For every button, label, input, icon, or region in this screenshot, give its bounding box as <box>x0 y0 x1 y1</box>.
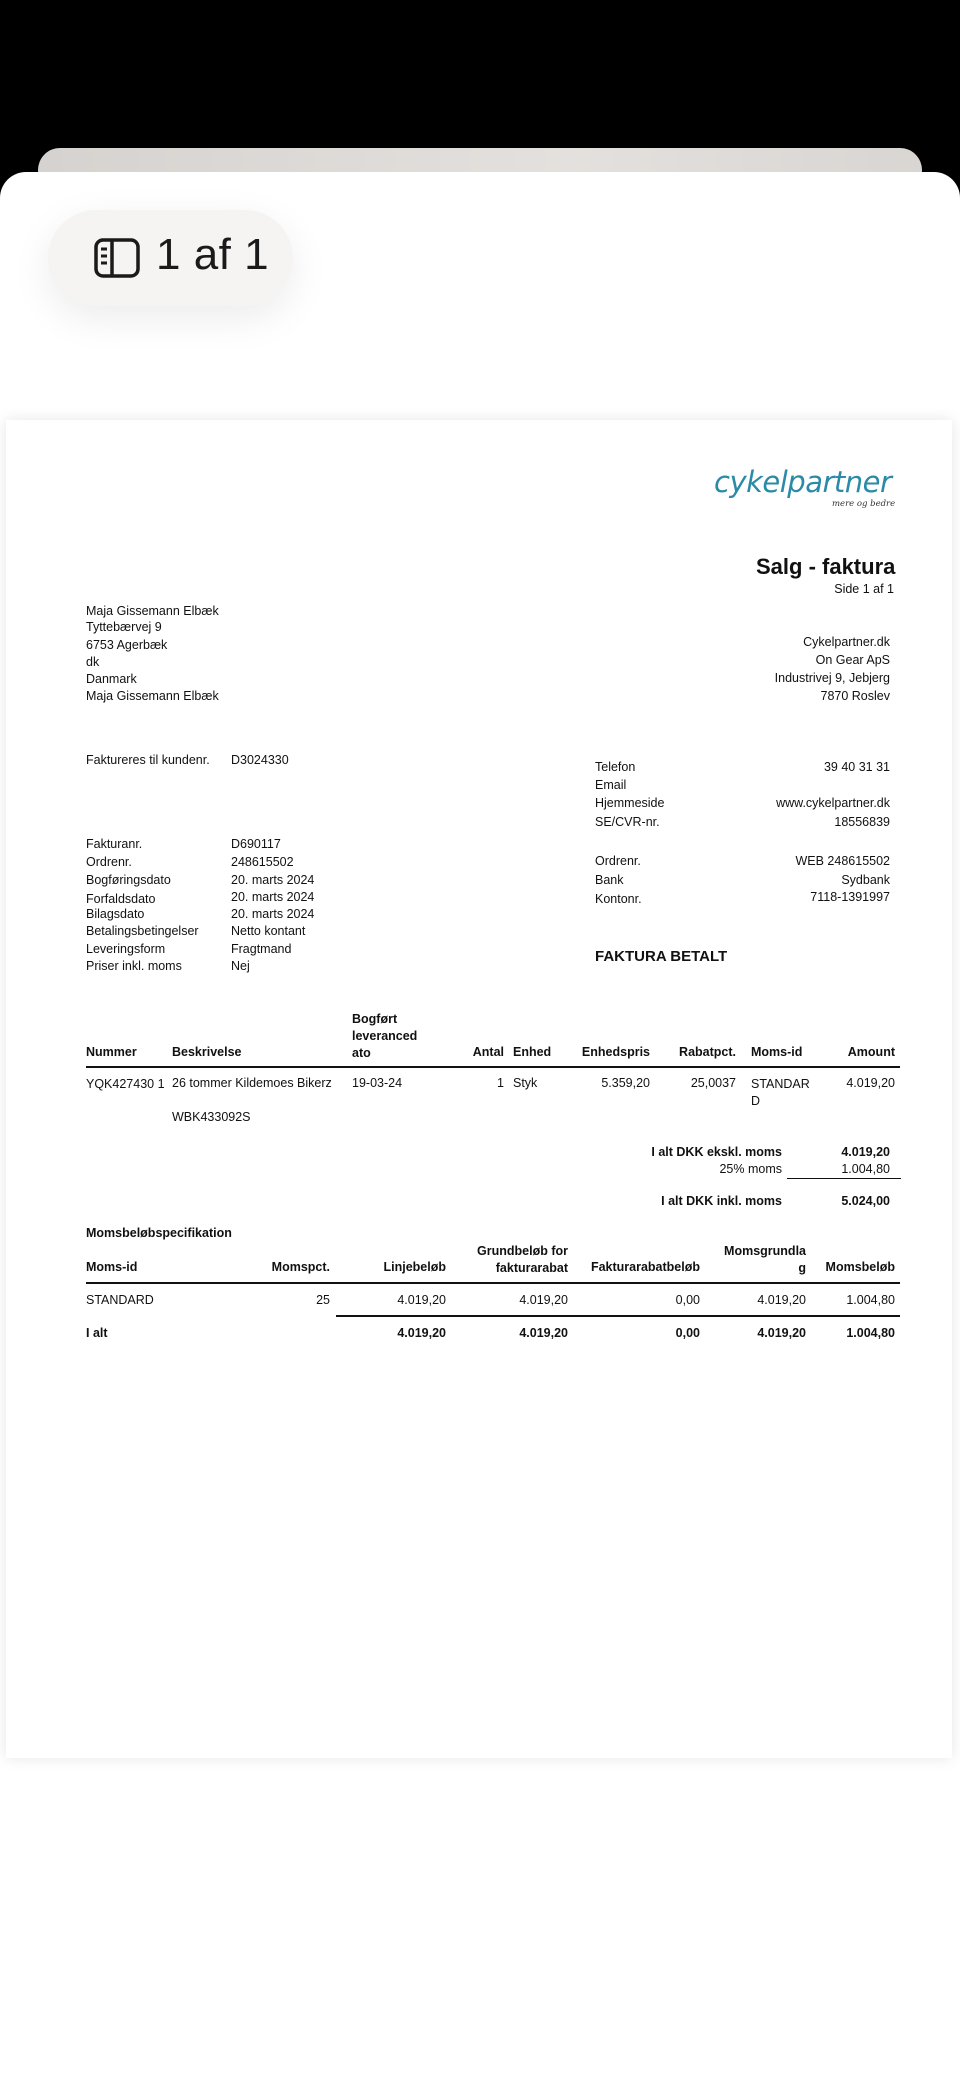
detail-label: Bogføringsdato <box>86 873 171 887</box>
detail-value: Netto kontant <box>231 924 306 938</box>
seller-name: Cykelpartner.dk <box>803 635 890 649</box>
vat-total-linjebeloeb: 4.019,20 <box>397 1326 446 1340</box>
contact-value: 18556839 <box>834 815 890 829</box>
sidebar-icon <box>94 238 140 278</box>
contact-label: Hjemmeside <box>595 796 665 810</box>
vat-total-divider <box>336 1315 900 1317</box>
detail-value: D690117 <box>231 837 281 851</box>
total-incl-value: 5.024,00 <box>841 1194 890 1208</box>
vat-table-divider <box>86 1282 900 1284</box>
vat-label: 25% moms <box>719 1162 782 1176</box>
vat-col-fakturarabat: Fakturarabatbeløb <box>590 1260 700 1274</box>
col-header-nummer: Nummer <box>86 1045 137 1059</box>
vat-col-momspct: Momspct. <box>271 1260 330 1274</box>
detail-value: 20. marts 2024 <box>231 890 315 904</box>
line-number: YQK427430 1 <box>86 1077 165 1091</box>
line-date: 19-03-24 <box>352 1076 403 1090</box>
seller-company: On Gear ApS <box>815 653 890 667</box>
bank-value: Sydbank <box>841 873 890 887</box>
vat-row-fakturarabat: 0,00 <box>675 1293 700 1307</box>
cykelpartner-logo <box>712 464 902 510</box>
vat-col-moms-id: Moms-id <box>86 1260 138 1274</box>
seller-street: Industrivej 9, Jebjerg <box>774 671 890 685</box>
line-unit: Styk <box>513 1076 538 1090</box>
vat-row-pct: 25 <box>316 1293 330 1307</box>
seller-city: 7870 Roslev <box>820 689 890 703</box>
table-divider <box>86 1066 900 1068</box>
detail-value: Fragtmand <box>231 942 292 956</box>
detail-label: Ordrenr. <box>86 855 132 869</box>
detail-value: 248615502 <box>231 855 294 869</box>
col-header-bogfoert: Bogført leveranced ato <box>352 1012 418 1060</box>
vat-total-label: I alt <box>86 1326 108 1340</box>
page-number: Side 1 af 1 <box>834 582 894 596</box>
contact-value: www.cykelpartner.dk <box>776 796 890 810</box>
invoice-document <box>6 420 952 1758</box>
total-excl-value: 4.019,20 <box>841 1145 890 1159</box>
vat-row-id: STANDARD <box>86 1293 154 1307</box>
vat-col-linjebeloeb: Linjebeløb <box>383 1260 446 1274</box>
vat-total-grundbeloeb: 4.019,20 <box>519 1326 568 1340</box>
col-header-rabat: Rabatpct. <box>679 1045 736 1059</box>
customer-city: 6753 Agerbæk <box>86 638 168 652</box>
detail-label: Forfaldsdato <box>86 892 156 906</box>
detail-label: Priser inkl. moms <box>86 959 182 973</box>
total-incl-label: I alt DKK inkl. moms <box>661 1194 782 1208</box>
customer-name: Maja Gissemann Elbæk <box>86 604 219 618</box>
col-header-amount: Amount <box>847 1045 895 1059</box>
vat-col-momsgrundlag: Momsgrundla g <box>724 1244 806 1275</box>
vat-row-grundbeloeb: 4.019,20 <box>519 1293 568 1307</box>
col-header-moms-id: Moms-id <box>751 1045 803 1059</box>
contact-label: Email <box>595 778 627 792</box>
bank-label: Kontonr. <box>595 892 642 906</box>
bill-to-label: Faktureres til kundenr. <box>86 753 210 767</box>
detail-value: 20. marts 2024 <box>231 873 315 887</box>
detail-label: Leveringsform <box>86 942 166 956</box>
svg-text:cykelpartner: cykelpartner <box>714 465 892 499</box>
contact-label: SE/CVR-nr. <box>595 815 660 829</box>
bill-to-value: D3024330 <box>231 753 289 767</box>
line-unit-price: 5.359,20 <box>601 1076 650 1090</box>
customer-country: Danmark <box>86 672 137 686</box>
line-description-sku: WBK433092S <box>172 1110 251 1124</box>
invoice-title: Salg - faktura <box>756 554 896 579</box>
vat-total-momsbeloeb: 1.004,80 <box>846 1326 895 1340</box>
line-vat-id: STANDAR D <box>751 1077 810 1108</box>
page-count-label: 1 af 1 <box>156 230 270 279</box>
vat-value: 1.004,80 <box>841 1162 890 1176</box>
line-quantity: 1 <box>497 1076 504 1090</box>
line-discount: 25,0037 <box>690 1076 736 1090</box>
col-header-beskrivelse: Beskrivelse <box>172 1045 242 1059</box>
detail-value: Nej <box>231 959 250 973</box>
detail-label: Fakturanr. <box>86 837 143 851</box>
col-header-enhedspris: Enhedspris <box>581 1045 650 1059</box>
payment-status: FAKTURA BETALT <box>595 948 728 965</box>
line-description: 26 tommer Kildemoes Bikerz <box>172 1076 332 1090</box>
contact-value: 39 40 31 31 <box>823 760 890 774</box>
svg-text:mere og bedre: mere og bedre <box>832 499 896 509</box>
vat-row-momsbeloeb: 1.004,80 <box>846 1293 895 1307</box>
col-header-antal: Antal <box>472 1045 504 1059</box>
contact-label: Telefon <box>595 760 636 774</box>
total-excl-label: I alt DKK ekskl. moms <box>651 1145 782 1159</box>
line-amount: 4.019,20 <box>846 1076 895 1090</box>
vat-col-grundbeloeb: Grundbeløb for fakturarabat <box>477 1244 568 1275</box>
page-indicator[interactable] <box>48 210 293 306</box>
bank-label: Ordrenr. <box>595 854 641 868</box>
vat-total-momsgrundlag: 4.019,20 <box>757 1326 806 1340</box>
customer-attention: Maja Gissemann Elbæk <box>86 689 219 703</box>
totals-underline <box>787 1178 901 1179</box>
vat-spec-title: Momsbeløbspecifikation <box>86 1226 232 1240</box>
vat-row-momsgrundlag: 4.019,20 <box>757 1293 806 1307</box>
col-header-enhed: Enhed <box>513 1045 552 1059</box>
detail-label: Bilagsdato <box>86 907 145 921</box>
vat-total-fakturarabat: 0,00 <box>675 1326 700 1340</box>
bank-value: WEB 248615502 <box>795 854 890 868</box>
bank-value: 7118-1391997 <box>810 890 890 904</box>
customer-street: Tyttebærvej 9 <box>86 620 162 634</box>
vat-row-linjebeloeb: 4.019,20 <box>397 1293 446 1307</box>
bank-label: Bank <box>595 873 624 887</box>
detail-label: Betalingsbetingelser <box>86 924 199 938</box>
vat-col-momsbeloeb: Momsbeløb <box>825 1260 895 1274</box>
detail-value: 20. marts 2024 <box>231 907 315 921</box>
customer-region: dk <box>86 655 100 669</box>
